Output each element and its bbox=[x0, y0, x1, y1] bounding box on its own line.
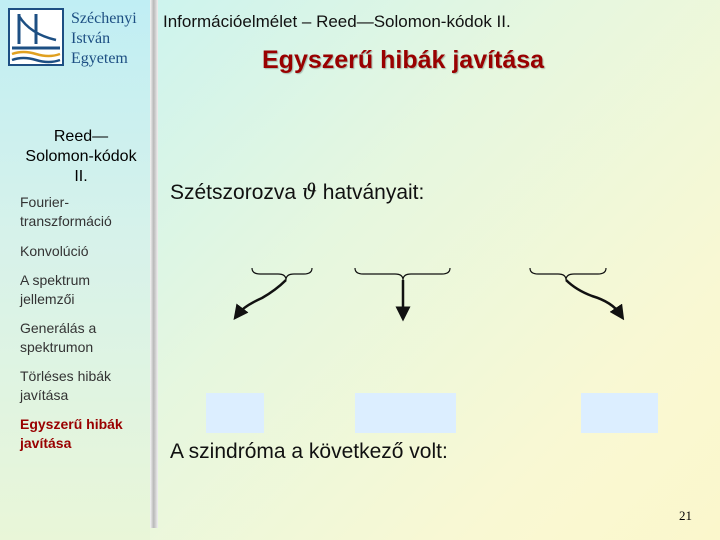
brace-arrow-right bbox=[530, 268, 606, 280]
brace-arrow-middle bbox=[355, 268, 450, 280]
sidebar-divider bbox=[150, 0, 158, 528]
sidebar-item-generalas[interactable]: Generálás a spektrumon bbox=[20, 320, 97, 355]
university-name bbox=[71, 9, 151, 69]
sidebar-section-title-line: II. bbox=[74, 168, 88, 185]
sidebar-item-torleses-hibak[interactable]: Törléses hibák javítása bbox=[20, 368, 112, 403]
page-number: 21 bbox=[679, 508, 692, 523]
university-name-line: Széchenyi bbox=[71, 10, 137, 27]
sidebar-item-konvolucio[interactable]: Konvolúció bbox=[20, 243, 89, 259]
arrow-left bbox=[238, 280, 286, 314]
university-logo bbox=[8, 8, 64, 66]
result-box-3 bbox=[581, 393, 658, 433]
sidebar-item-spektrum-jellemzoi[interactable]: A spektrum jellemzői bbox=[20, 272, 91, 307]
sidebar-item-fourier[interactable]: Fourier-transzformáció bbox=[20, 194, 112, 229]
sidebar bbox=[0, 0, 150, 540]
result-box-2 bbox=[355, 393, 456, 433]
university-name-line: István bbox=[71, 30, 111, 47]
brace-arrows bbox=[200, 260, 680, 330]
brace-arrow-left bbox=[252, 268, 312, 280]
sidebar-section-title-line: Reed— bbox=[53, 128, 109, 145]
statement-line-2: A szindróma a következő volt: bbox=[170, 440, 448, 463]
course-title: Információelmélet – Reed—Solomon-kódok II. bbox=[163, 12, 511, 31]
arrow-right bbox=[566, 280, 620, 314]
statement-line-1-prefix: Szétszorozva bbox=[170, 181, 297, 204]
university-name-line: Egyetem bbox=[71, 50, 128, 67]
statement-line-1 bbox=[170, 180, 424, 205]
theta-symbol: ϑ bbox=[301, 180, 317, 204]
result-box-1 bbox=[206, 393, 264, 433]
sidebar-section-title bbox=[14, 127, 148, 187]
sidebar-section-title-line: Solomon-kódok bbox=[25, 148, 137, 165]
sidebar-item-egyszeru-hibak[interactable]: Egyszerű hibák javítása bbox=[20, 416, 123, 451]
slide-title: Egyszerű hibák javítása bbox=[262, 46, 545, 74]
statement-line-1-suffix: hatványait: bbox=[322, 181, 425, 204]
